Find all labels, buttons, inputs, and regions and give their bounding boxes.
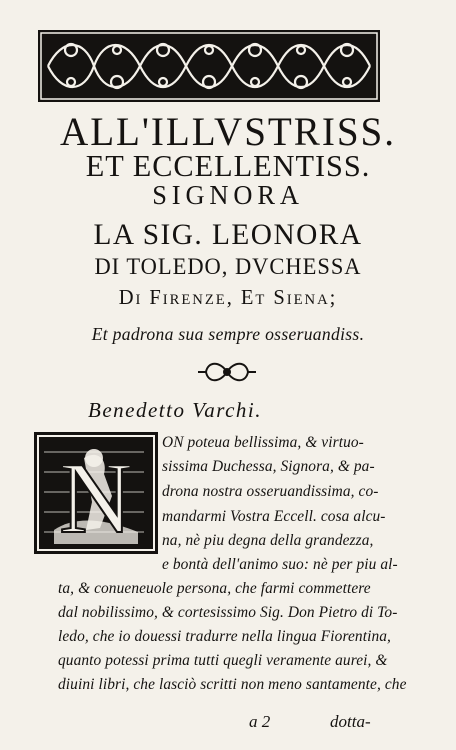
dedication-line-4: LA SIG. LEONORA <box>93 218 363 251</box>
body-line: ledo, che io douessi tradurre nella lingua Fiorentina, <box>58 628 391 645</box>
body-line: na, nè piu degna della grandezza, <box>162 532 374 549</box>
body-line: sissima Duchessa, Signora, & pa- <box>162 458 375 475</box>
body-line: diuini libri, che lasciò scritti non meno santamente, che <box>58 676 407 693</box>
body-line: mandarmi Vostra Eccell. cosa alcu- <box>162 508 386 525</box>
dedication-line-1: ALL'ILLVSTRISS. <box>59 109 396 154</box>
dedication-line-2: ET ECCELLENTISS. <box>85 148 371 183</box>
body-line: drona nostra osseruandissima, co- <box>162 483 379 500</box>
ornamental-headpiece-band <box>38 30 380 102</box>
body-line: ON poteua bellissima, & virtuo- <box>162 434 364 451</box>
signature-mark: a 2 <box>249 712 271 731</box>
dedication-line-5: DI TOLEDO, DVCHESSA <box>94 254 362 279</box>
body-line: dal nobilissimo, & cortesissimo Sig. Don Pietro di To- <box>58 604 398 621</box>
decorated-initial-n <box>34 432 158 554</box>
fleuron-ornament <box>196 358 258 386</box>
body-line: quanto potessi prima tutti quegli veramente aurei, & <box>58 652 388 669</box>
body-line: ta, & conueneuole persona, che farmi commettere <box>58 580 371 597</box>
dedication-line-3: SIGNORA <box>152 180 304 210</box>
initial-letter: N <box>59 442 133 554</box>
body-line: e bontà dell'animo suo: nè per piu al- <box>162 556 398 573</box>
author-byline: Benedetto Varchi. <box>88 398 263 422</box>
dedication-line-7: Et padrona sua sempre osseruandiss. <box>91 324 365 344</box>
dedication-line-6: Di Firenze, Et Siena; <box>118 285 338 309</box>
catchword: dotta- <box>330 712 371 731</box>
